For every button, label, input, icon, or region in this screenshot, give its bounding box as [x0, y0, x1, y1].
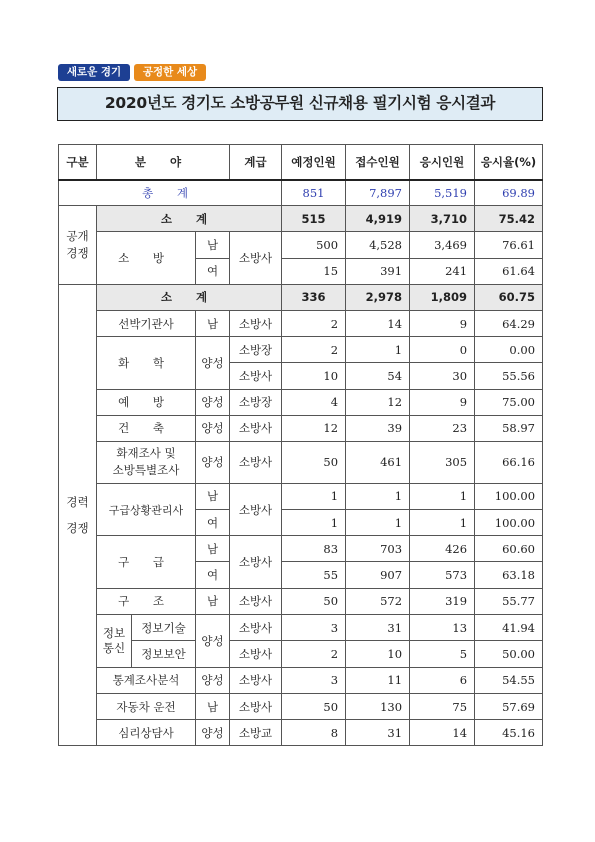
- total-planned: 851: [282, 180, 346, 206]
- info-group: 정보 통신: [97, 615, 132, 667]
- attended: 75: [410, 694, 475, 720]
- field: 화재조사 및 소방특별조사: [97, 441, 196, 483]
- rate: 54.55: [475, 667, 543, 693]
- header-attended: 응시인원: [410, 145, 475, 180]
- rank: 소방장: [230, 389, 282, 415]
- attended: 13: [410, 614, 475, 641]
- total-attended: 5,519: [410, 180, 475, 206]
- open-competition-group: 공개 경쟁: [59, 206, 97, 285]
- gender: 양성: [196, 441, 230, 483]
- open-subtotal-attended: 3,710: [410, 206, 475, 232]
- received: 461: [346, 441, 410, 483]
- planned: 83: [282, 536, 346, 562]
- gender: 양성: [196, 614, 230, 667]
- table-row-career-subtotal: [59, 284, 543, 310]
- rate: 55.56: [475, 363, 543, 389]
- rank: 소방사: [230, 232, 282, 284]
- table-header-row: [59, 145, 543, 180]
- gender: 양성: [196, 337, 230, 389]
- planned: 15: [282, 258, 346, 284]
- field: 정보보안: [141, 647, 186, 662]
- rank: 소방사: [230, 536, 282, 588]
- table-row: [59, 694, 543, 720]
- table-row: [59, 667, 543, 693]
- career-subtotal-attended: 1,809: [410, 284, 475, 310]
- table-row: [59, 720, 543, 746]
- rank: 소방사: [230, 694, 282, 720]
- gender: 여: [196, 562, 230, 588]
- table-row: [59, 588, 543, 614]
- table-row: [59, 441, 543, 483]
- rate: 64.29: [475, 310, 543, 336]
- rank: 소방사: [230, 641, 282, 668]
- attended: 9: [410, 389, 475, 415]
- attended: 30: [410, 363, 475, 389]
- gender: 양성: [196, 389, 230, 415]
- rate: 50.00: [475, 641, 543, 668]
- planned: 2: [282, 337, 346, 363]
- rank: 소방사: [230, 441, 282, 483]
- table-row: [59, 389, 543, 415]
- career-competition-group: 경력 경쟁: [59, 284, 97, 746]
- header-category: 구분: [59, 145, 97, 180]
- received: 1: [346, 337, 410, 363]
- field: 구급상황관리사: [97, 483, 196, 535]
- total-rate: 69.89: [475, 180, 543, 206]
- gender: 남: [196, 536, 230, 562]
- attended: 319: [410, 588, 475, 614]
- attended: 241: [410, 258, 475, 284]
- received: 31: [346, 614, 410, 641]
- rate: 75.00: [475, 389, 543, 415]
- received: 4,528: [346, 232, 410, 258]
- info-field-cell: [97, 614, 196, 667]
- gender: 여: [196, 510, 230, 536]
- rank: 소방사: [230, 415, 282, 441]
- table-row: [59, 483, 543, 509]
- header-rank: 계급: [230, 145, 282, 180]
- open-subtotal-label: 소 계: [97, 206, 282, 232]
- planned: 50: [282, 588, 346, 614]
- planned: 4: [282, 389, 346, 415]
- attended: 9: [410, 310, 475, 336]
- planned: 2: [282, 310, 346, 336]
- badge-fair-world: 공정한 세상: [134, 64, 206, 81]
- received: 31: [346, 720, 410, 746]
- planned: 1: [282, 483, 346, 509]
- planned: 3: [282, 667, 346, 693]
- table-row: [59, 415, 543, 441]
- rate: 66.16: [475, 441, 543, 483]
- field: 통계조사분석: [97, 667, 196, 693]
- open-field: 소 방: [97, 232, 196, 284]
- rate: 58.97: [475, 415, 543, 441]
- planned: 500: [282, 232, 346, 258]
- rate: 76.61: [475, 232, 543, 258]
- gender: 양성: [196, 720, 230, 746]
- rate: 61.64: [475, 258, 543, 284]
- gender: 양성: [196, 667, 230, 693]
- table-row: [59, 232, 543, 258]
- open-subtotal-rate: 75.42: [475, 206, 543, 232]
- header-received: 접수인원: [346, 145, 410, 180]
- planned: 8: [282, 720, 346, 746]
- rank: 소방장: [230, 337, 282, 363]
- attended: 573: [410, 562, 475, 588]
- received: 12: [346, 389, 410, 415]
- rank: 소방사: [230, 588, 282, 614]
- planned: 3: [282, 614, 346, 641]
- gender: 남: [196, 588, 230, 614]
- badge-new-gyeonggi: 새로운 경기: [58, 64, 130, 81]
- attended: 6: [410, 667, 475, 693]
- received: 391: [346, 258, 410, 284]
- gender: 여: [196, 258, 230, 284]
- planned: 50: [282, 694, 346, 720]
- rank: 소방교: [230, 720, 282, 746]
- planned: 12: [282, 415, 346, 441]
- field: 구 급: [97, 536, 196, 588]
- rate: 100.00: [475, 483, 543, 509]
- career-subtotal-rate: 60.75: [475, 284, 543, 310]
- attended: 14: [410, 720, 475, 746]
- planned: 55: [282, 562, 346, 588]
- field: 심리상담사: [97, 720, 196, 746]
- table-row: [59, 536, 543, 562]
- gender: 남: [196, 483, 230, 509]
- table-row-total: [59, 180, 543, 206]
- field: 자동차 운전: [97, 694, 196, 720]
- table-row: [59, 337, 543, 363]
- gender: 양성: [196, 415, 230, 441]
- gender: 남: [196, 694, 230, 720]
- rank: 소방사: [230, 667, 282, 693]
- rate: 63.18: [475, 562, 543, 588]
- received: 54: [346, 363, 410, 389]
- career-subtotal-received: 2,978: [346, 284, 410, 310]
- rate: 60.60: [475, 536, 543, 562]
- attended: 23: [410, 415, 475, 441]
- received: 703: [346, 536, 410, 562]
- field: 예 방: [97, 389, 196, 415]
- attended: 305: [410, 441, 475, 483]
- career-subtotal-planned: 336: [282, 284, 346, 310]
- table-row: [59, 310, 543, 336]
- table-row-open-subtotal: [59, 206, 543, 232]
- gender: 남: [196, 232, 230, 258]
- header-field: 분 야: [97, 145, 230, 180]
- total-received: 7,897: [346, 180, 410, 206]
- gender: 남: [196, 310, 230, 336]
- rate: 45.16: [475, 720, 543, 746]
- received: 907: [346, 562, 410, 588]
- planned: 2: [282, 641, 346, 668]
- page-title: 2020년도 경기도 소방공무원 신규채용 필기시험 응시결과: [57, 87, 543, 121]
- attended: 0: [410, 337, 475, 363]
- received: 11: [346, 667, 410, 693]
- planned: 1: [282, 510, 346, 536]
- received: 1: [346, 483, 410, 509]
- rate: 55.77: [475, 588, 543, 614]
- attended: 1: [410, 483, 475, 509]
- attended: 3,469: [410, 232, 475, 258]
- received: 39: [346, 415, 410, 441]
- rank: 소방사: [230, 614, 282, 641]
- header-planned: 예정인원: [282, 145, 346, 180]
- field: 선박기관사: [97, 310, 196, 336]
- rate: 100.00: [475, 510, 543, 536]
- exam-results-table: [58, 144, 543, 746]
- rank: 소방사: [230, 310, 282, 336]
- received: 10: [346, 641, 410, 668]
- open-subtotal-received: 4,919: [346, 206, 410, 232]
- planned: 50: [282, 441, 346, 483]
- rate: 41.94: [475, 614, 543, 641]
- attended: 426: [410, 536, 475, 562]
- rank: 소방사: [230, 363, 282, 389]
- field: 건 축: [97, 415, 196, 441]
- field: 정보기술: [132, 615, 195, 642]
- table-row: [59, 614, 543, 641]
- received: 14: [346, 310, 410, 336]
- attended: 5: [410, 641, 475, 668]
- attended: 1: [410, 510, 475, 536]
- field: 화 학: [97, 337, 196, 389]
- planned: 10: [282, 363, 346, 389]
- rate: 0.00: [475, 337, 543, 363]
- rank: 소방사: [230, 483, 282, 535]
- received: 130: [346, 694, 410, 720]
- total-label: 총 계: [59, 180, 282, 206]
- field: 구 조: [97, 588, 196, 614]
- received: 1: [346, 510, 410, 536]
- received: 572: [346, 588, 410, 614]
- career-subtotal-label: 소 계: [97, 284, 282, 310]
- open-subtotal-planned: 515: [282, 206, 346, 232]
- header-rate: 응시율(%): [475, 145, 543, 180]
- rate: 57.69: [475, 694, 543, 720]
